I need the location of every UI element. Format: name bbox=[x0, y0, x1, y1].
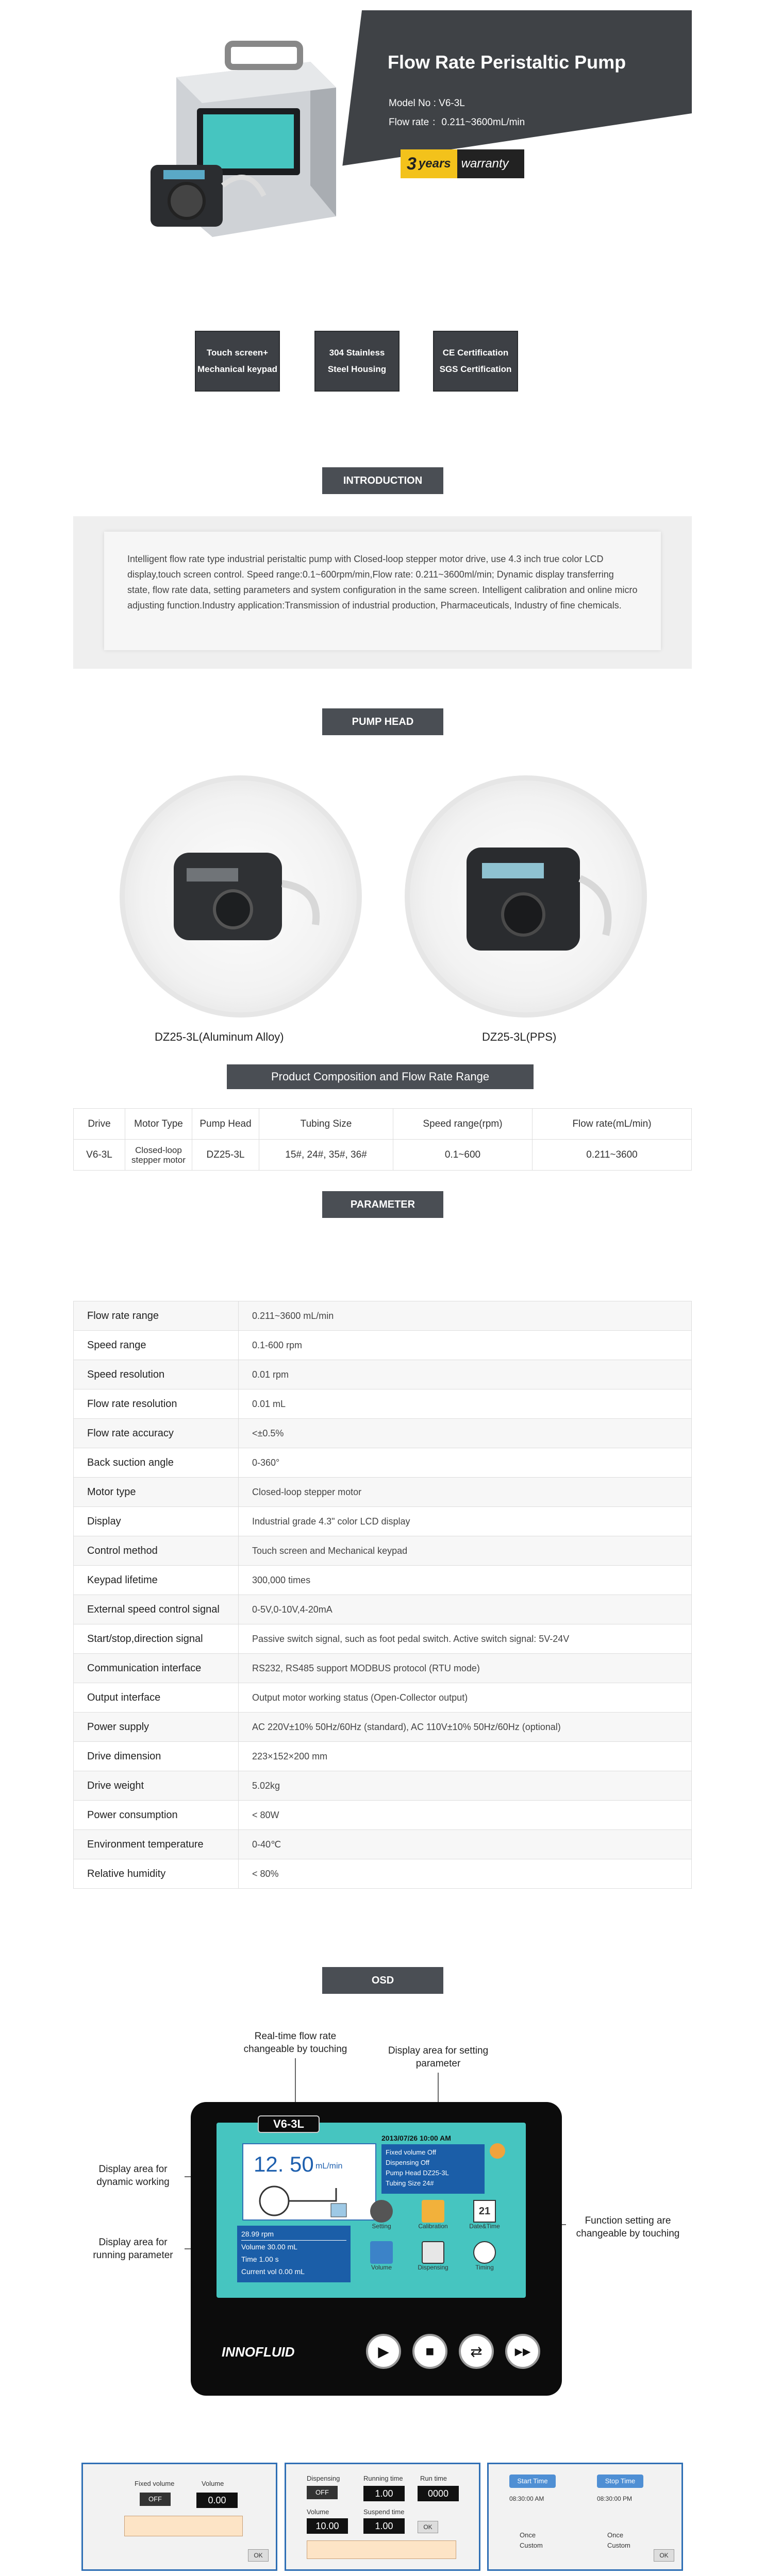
lcd-screen bbox=[217, 2117, 526, 2298]
thumb-field-label: Volume bbox=[307, 2508, 329, 2516]
thumb-stop-time-label[interactable]: Stop Time bbox=[597, 2475, 643, 2488]
device-brand-logo: INNOFLUID bbox=[222, 2344, 295, 2360]
parameter-name: Keypad lifetime bbox=[74, 1566, 239, 1595]
parameter-value: 0.211~3600 mL/min bbox=[239, 1301, 692, 1331]
lcd-info-line: Pump Head DZ25-3L bbox=[386, 2169, 449, 2177]
feature-line: SGS Certification bbox=[439, 364, 512, 374]
parameter-value: 300,000 times bbox=[239, 1566, 692, 1595]
parameter-value: 0.01 rpm bbox=[239, 1360, 692, 1389]
feature-line: Touch screen+ bbox=[206, 348, 269, 358]
lcd-calibration-icon[interactable] bbox=[412, 2200, 454, 2230]
pump-head-caption-aluminum: DZ25-3L(Aluminum Alloy) bbox=[155, 1030, 284, 1043]
lcd-calendar-day: 21 bbox=[473, 2200, 496, 2223]
parameter-value: Closed-loop stepper motor bbox=[239, 1478, 692, 1507]
thumb-hint-box bbox=[124, 2516, 243, 2536]
hero-flow-rate: Flow rate ：0.211~3600mL/min bbox=[389, 117, 525, 128]
thumb-ok-button[interactable]: OK bbox=[248, 2549, 269, 2562]
parameter-value: 5.02kg bbox=[239, 1771, 692, 1801]
osd-label-realtime: Real-time flow rate changeable by touching bbox=[243, 2031, 347, 2055]
lcd-rpm: 28.99 rpm bbox=[241, 2228, 346, 2241]
thumb-time-value: 08:30:00 PM bbox=[597, 2495, 633, 2502]
parameter-name: Motor type bbox=[74, 1478, 239, 1507]
parameter-name: Output interface bbox=[74, 1683, 239, 1713]
thumb-value[interactable]: 0.00 bbox=[196, 2493, 238, 2508]
thumb-fixed-time bbox=[285, 2463, 480, 2571]
lcd-icon-label: Dispensing bbox=[418, 2264, 448, 2271]
parameter-name: Back suction angle bbox=[74, 1448, 239, 1478]
parameter-value: 0.01 mL bbox=[239, 1389, 692, 1419]
osd-device-panel bbox=[191, 2102, 562, 2396]
stop-button[interactable]: ■ bbox=[412, 2334, 447, 2369]
thumb-field-label: Running time bbox=[363, 2475, 403, 2482]
parameter-name: Relative humidity bbox=[74, 1859, 239, 1889]
feature-line: Steel Housing bbox=[327, 364, 387, 374]
lcd-icon-label: Timing bbox=[475, 2264, 494, 2271]
lcd-info-line: Tubing Size 24# bbox=[386, 2179, 434, 2187]
thumb-option-once[interactable]: Once bbox=[520, 2531, 536, 2539]
thumb-value[interactable]: 1.00 bbox=[363, 2518, 405, 2534]
table-header: Drive bbox=[74, 1109, 125, 1140]
parameter-name: Power consumption bbox=[74, 1801, 239, 1830]
section-introduction: INTRODUCTION bbox=[322, 467, 443, 494]
lcd-setting-icon[interactable] bbox=[361, 2200, 402, 2230]
lcd-date-time-icon[interactable] bbox=[464, 2200, 505, 2230]
fast-forward-button[interactable]: ▶▶ bbox=[505, 2334, 540, 2369]
parameter-name: Start/stop,direction signal bbox=[74, 1624, 239, 1654]
lcd-flow-panel[interactable] bbox=[242, 2143, 376, 2221]
table-header: Motor Type bbox=[125, 1109, 192, 1140]
section-osd: OSD bbox=[322, 1967, 443, 1994]
lcd-datetime: 2013/07/26 10:00 AM bbox=[381, 2134, 451, 2142]
parameter-name: Flow rate resolution bbox=[74, 1389, 239, 1419]
lcd-info-line: Dispensing Off bbox=[386, 2159, 430, 2166]
parameter-name: Flow rate accuracy bbox=[74, 1419, 239, 1448]
thumb-fixed-volume bbox=[81, 2463, 277, 2571]
thumb-ok-button[interactable]: OK bbox=[418, 2521, 438, 2533]
section-pump-head: PUMP HEAD bbox=[322, 708, 443, 735]
lcd-run-line: Current vol 0.00 mL bbox=[241, 2267, 305, 2276]
feature-line: Mechanical keypad bbox=[197, 364, 277, 374]
direction-button[interactable]: ⇄ bbox=[459, 2334, 494, 2369]
hero-title: Flow Rate Peristaltic Pump bbox=[388, 52, 626, 73]
thumb-time-value: 08:30:00 AM bbox=[509, 2495, 544, 2502]
thumb-option-custom[interactable]: Custom bbox=[520, 2541, 543, 2549]
lcd-timing-icon[interactable] bbox=[464, 2241, 505, 2271]
table-cell: Closed-loop stepper motor bbox=[125, 1140, 192, 1171]
thumb-value[interactable]: 0000 bbox=[418, 2486, 459, 2501]
lcd-run-line: Volume 30.00 mL bbox=[241, 2243, 297, 2251]
thumb-option-custom[interactable]: Custom bbox=[607, 2541, 630, 2549]
parameter-name: Drive dimension bbox=[74, 1742, 239, 1771]
feature-line: 304 Stainless bbox=[329, 348, 385, 358]
thumb-value[interactable]: 1.00 bbox=[363, 2486, 405, 2501]
lcd-icon-grid bbox=[361, 2200, 515, 2293]
parameter-name: External speed control signal bbox=[74, 1595, 239, 1624]
lcd-icon-label: Date&Time bbox=[469, 2223, 500, 2230]
osd-label-setting: Display area for setting parameter bbox=[388, 2045, 489, 2069]
parameter-value: Industrial grade 4.3" color LCD display bbox=[239, 1507, 692, 1536]
thumb-field-label: Suspend time bbox=[363, 2508, 405, 2516]
parameter-value: Output motor working status (Open-Collector output) bbox=[239, 1683, 692, 1713]
parameter-value: < 80% bbox=[239, 1859, 692, 1889]
parameter-name: Display bbox=[74, 1507, 239, 1536]
parameter-name: Flow rate range bbox=[74, 1301, 239, 1331]
table-cell: 0.211~3600 bbox=[533, 1140, 692, 1171]
table-cell: DZ25-3L bbox=[192, 1140, 259, 1171]
play-button[interactable]: ▶ bbox=[366, 2334, 401, 2369]
thumb-ok-button[interactable]: OK bbox=[654, 2549, 674, 2562]
parameter-value: 0-40℃ bbox=[239, 1830, 692, 1859]
thumb-hint-box bbox=[307, 2540, 456, 2559]
warranty-number: 3 bbox=[407, 154, 417, 174]
table-header: Pump Head bbox=[192, 1109, 259, 1140]
hero-model: Model No : V6-3L bbox=[389, 98, 465, 109]
lcd-info-line: Fixed volume Off bbox=[386, 2148, 437, 2156]
lcd-dispensing-icon[interactable] bbox=[412, 2241, 454, 2271]
thumb-field-label: Fixed volume bbox=[135, 2480, 175, 2487]
section-composition: Product Composition and Flow Rate Range bbox=[227, 1064, 534, 1089]
lcd-run-line: Time 1.00 s bbox=[241, 2255, 279, 2263]
osd-label-running: Display area for running parameter bbox=[93, 2237, 173, 2261]
parameter-value: Passive switch signal, such as foot pedal switch. Active switch signal: 5V-24V bbox=[239, 1624, 692, 1654]
parameter-value: 0-360° bbox=[239, 1448, 692, 1478]
thumb-start-time-label[interactable]: Start Time bbox=[509, 2475, 556, 2488]
thumb-toggle[interactable]: OFF bbox=[140, 2493, 171, 2506]
table-cell: 0.1~600 bbox=[393, 1140, 533, 1171]
lcd-flow-unit: mL/min bbox=[315, 2162, 343, 2171]
parameter-name: Drive weight bbox=[74, 1771, 239, 1801]
parameter-name: Speed resolution bbox=[74, 1360, 239, 1389]
table-header: Speed range(rpm) bbox=[393, 1109, 533, 1140]
lcd-icon-label: Calibration bbox=[418, 2223, 448, 2230]
introduction-text: Intelligent flow rate type industrial peristaltic pump with Closed-loop stepper motor drive, use 4.3 inch true color LCD display,touch screen control. Speed range:0.1~600rpm/min,Flow rate: 0.211~3600ml/min; Dynamic display transferring state, flow rate data, setting parameters and system configuration in the same screen. Intelligent calibration and online micro adjusting function.Industry application:Transmission of industrial production, Pharmaceuticals, Industry of fine chemicals. bbox=[104, 532, 661, 650]
lcd-info-panel[interactable] bbox=[381, 2144, 485, 2194]
parameter-value: RS232, RS485 support MODBUS protocol (RTU mode) bbox=[239, 1654, 692, 1683]
pump-head-caption-pps: DZ25-3L(PPS) bbox=[482, 1030, 557, 1043]
lcd-pump-diagram bbox=[254, 2183, 367, 2219]
table-cell: 15#, 24#, 35#, 36# bbox=[259, 1140, 393, 1171]
lcd-running-panel[interactable] bbox=[237, 2226, 351, 2282]
lcd-icon-label: Volume bbox=[371, 2264, 392, 2271]
thumb-time-start-stop bbox=[487, 2463, 683, 2571]
table-header: Flow rate(mL/min) bbox=[533, 1109, 692, 1140]
parameter-value: < 80W bbox=[239, 1801, 692, 1830]
lcd-alarm-icon[interactable] bbox=[490, 2143, 505, 2159]
parameter-value: Touch screen and Mechanical keypad bbox=[239, 1536, 692, 1566]
thumb-field-label: Dispensing bbox=[307, 2475, 340, 2482]
lcd-icon-label: Setting bbox=[372, 2223, 391, 2230]
parameter-value: 0.1-600 rpm bbox=[239, 1331, 692, 1360]
lcd-flow-value: 12. 50 bbox=[254, 2152, 314, 2176]
parameter-name: Environment temperature bbox=[74, 1830, 239, 1859]
parameter-name: Power supply bbox=[74, 1713, 239, 1742]
thumb-field-label: Volume bbox=[202, 2480, 224, 2487]
thumb-option-once[interactable]: Once bbox=[607, 2531, 624, 2539]
osd-label-function: Function setting are changeable by touching bbox=[576, 2215, 680, 2239]
feature-line: CE Certification bbox=[442, 348, 509, 358]
parameter-value: <±0.5% bbox=[239, 1419, 692, 1448]
parameter-name: Speed range bbox=[74, 1331, 239, 1360]
warranty-text: warranty bbox=[461, 157, 509, 171]
parameter-value: 0-5V,0-10V,4-20mA bbox=[239, 1595, 692, 1624]
table-cell: V6-3L bbox=[74, 1140, 125, 1171]
lcd-model: V6-3L bbox=[258, 2115, 320, 2133]
thumb-toggle[interactable]: OFF bbox=[307, 2486, 338, 2499]
thumb-value[interactable]: 10.00 bbox=[307, 2518, 348, 2534]
parameter-value: AC 220V±10% 50Hz/60Hz (standard), AC 110V±10% 50Hz/60Hz (optional) bbox=[239, 1713, 692, 1742]
osd-label-dynamic: Display area for dynamic working bbox=[96, 2164, 170, 2188]
lcd-volume-icon[interactable] bbox=[361, 2241, 402, 2271]
parameter-name: Communication interface bbox=[74, 1654, 239, 1683]
thumb-field-label: Run time bbox=[420, 2475, 447, 2482]
section-parameter: PARAMETER bbox=[322, 1191, 443, 1218]
warranty-years: years bbox=[418, 157, 451, 171]
parameter-name: Control method bbox=[74, 1536, 239, 1566]
parameter-value: 223×152×200 mm bbox=[239, 1742, 692, 1771]
table-header: Tubing Size bbox=[259, 1109, 393, 1140]
